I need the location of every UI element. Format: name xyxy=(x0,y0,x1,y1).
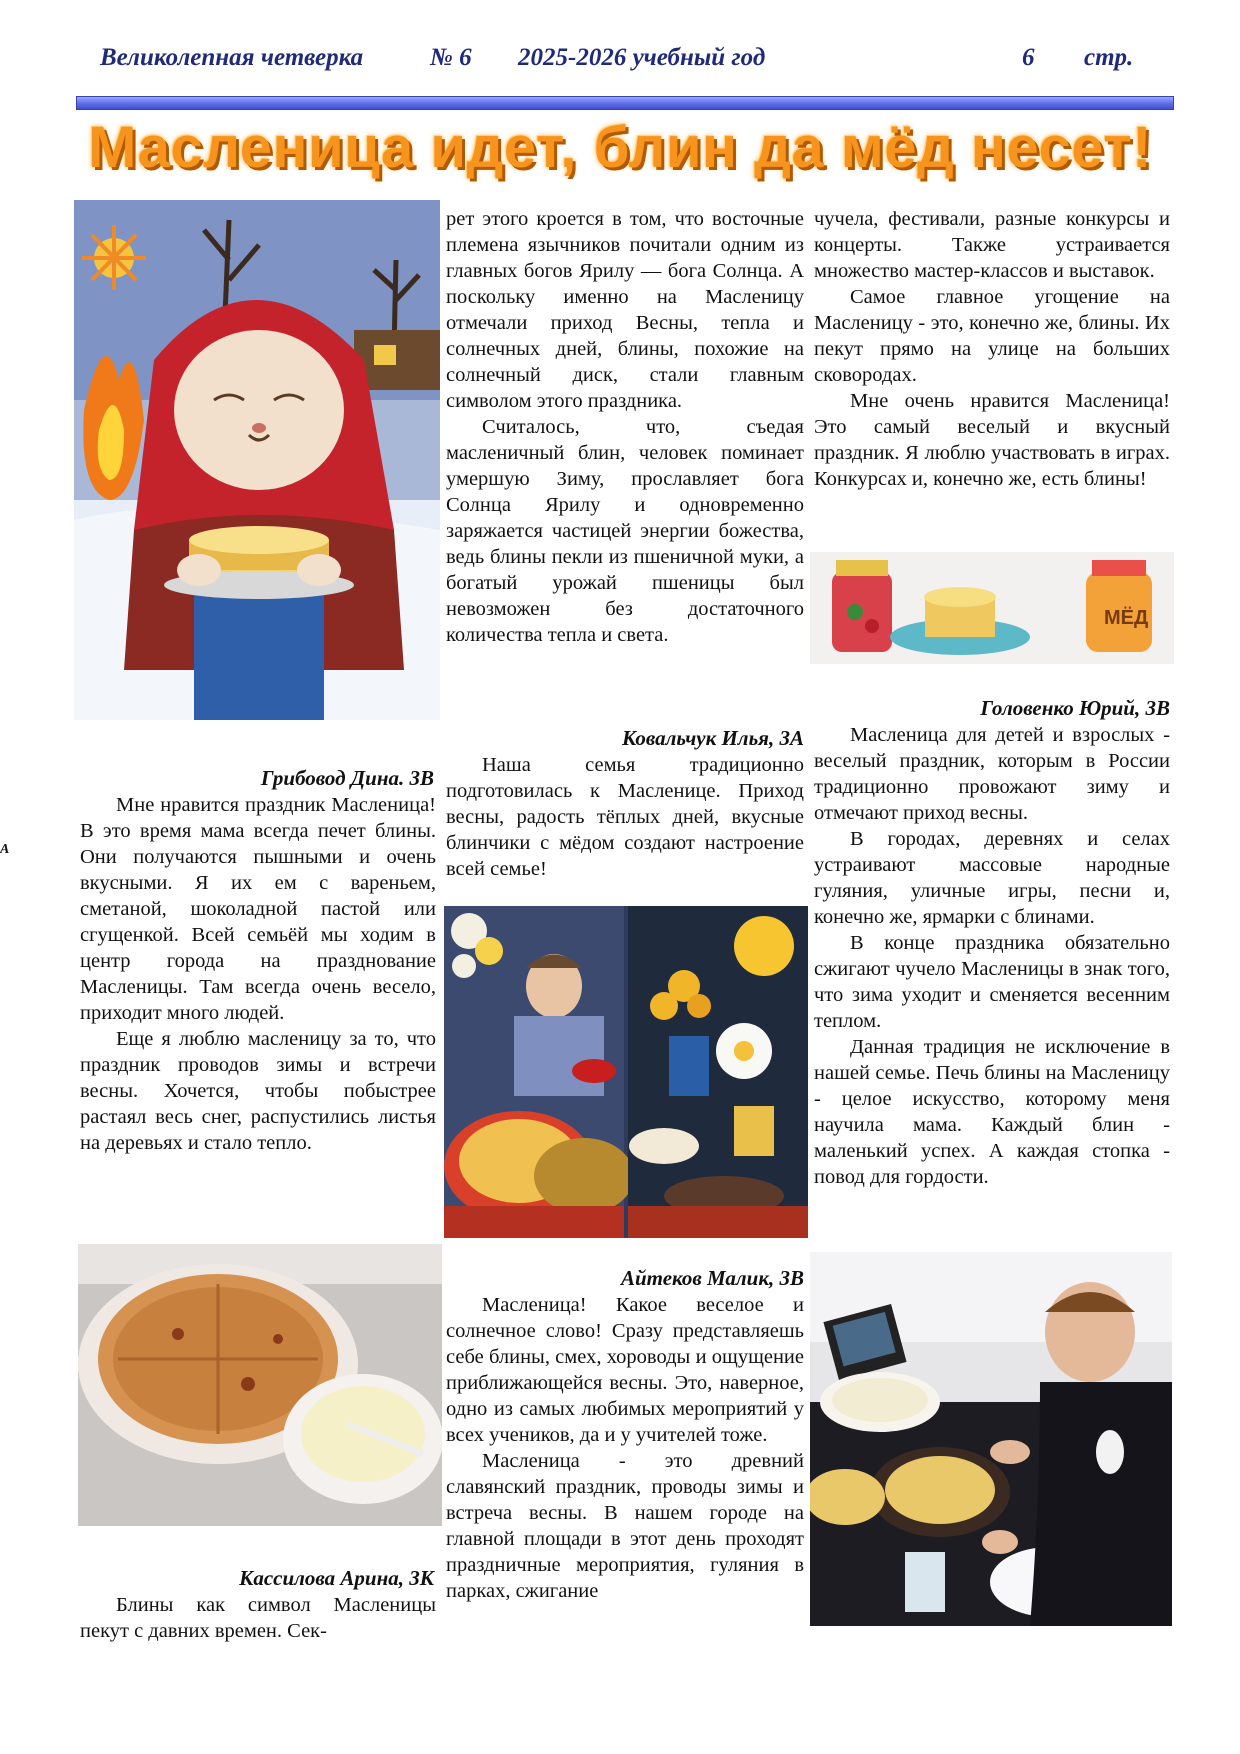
header-rule xyxy=(76,96,1174,110)
honey-jar-label: МЁД xyxy=(1104,607,1149,629)
school-year: 2025-2026 учебный год xyxy=(518,44,766,71)
paragraph: Блины как символ Масленицы пекут с давних времен. Сек- xyxy=(80,1594,436,1642)
article-kassilova-start xyxy=(80,1592,436,1644)
author-kassilova: Кассилова Арина, 3К xyxy=(239,1566,434,1590)
paragraph: Масленица! Какое веселое и солнечное слово! Сразу представляешь себе блины, смех, хороводы и ощущение приближающейся весны. Это, наверное, одно из самых любимых мероприятий у всех учеников, да и у учителей тоже. xyxy=(446,1294,804,1446)
paragraph: Мне очень нравится Масленица! Это самый веселый и вкусный праздник. Я люблю участвовать в играх. Конкурсах и, конечно же, есть блины! xyxy=(814,390,1170,490)
paragraph: Данная традиция не исключение в нашей семье. Печь блины на Масленицу - целое искусство, которому меня научила мама. Каждый блин - маленький успех. А каждая стопка - повод для гордости. xyxy=(814,1036,1170,1188)
paragraph: Еще я люблю масленицу за то, что праздник проводов зимы и встречи весны. Хочется, чтобы побыстрее растаял весь снег, распустились листья на деревьях и стало тепло. xyxy=(80,1028,436,1154)
newspaper-name: Великолепная четверка xyxy=(100,44,364,71)
paragraph: В городах, деревнях и селах устраивают массовые народные гуляния, уличные игры, песни и, конечно же, ярмарки с блинами. xyxy=(814,828,1170,928)
article-golovenko xyxy=(814,722,1170,1190)
author-kovalchuk: Ковальчук Илья, 3А xyxy=(621,726,804,750)
pancakes-photo-image xyxy=(78,1244,442,1526)
paragraph: чучела, фестивали, разные конкурсы и концерты. Также устраивается множество мастер-классов и выставок. xyxy=(814,208,1170,282)
page-header xyxy=(100,44,1160,80)
paragraph: рет этого кроется в том, что восточные племена язычников почитали одним из главных богов Ярилу — бога Солнца. А поскольку именно на Масленицу отмечали приход Весны, тепла и солнечных дней, блины, похожие на солнечный диск, стали главным символом этого праздника. xyxy=(446,208,804,412)
paragraph: Наша семья традиционно подготовилась к Масленице. Приход весны, радость тёплых дней, вкусные блинчики с мёдом создают настроение всей семье! xyxy=(446,754,804,880)
article-aytekov xyxy=(446,1292,804,1604)
page-title: Масленица идет, блин да мёд несет! xyxy=(88,115,1152,180)
page-number: 6 xyxy=(1022,44,1035,71)
paragraph: Масленица для детей и взрослых - веселый праздник, которым в России традиционно провожают зиму и отмечают приход весны. xyxy=(814,724,1170,824)
author-aytekov: Айтеков Малик, 3В xyxy=(620,1266,804,1290)
author-gribovod: Грибовод Дина. 3В xyxy=(260,766,434,790)
margin-mark: А xyxy=(0,842,10,857)
honey-jars-drawing-image xyxy=(810,552,1174,664)
article-aytekov-cont xyxy=(814,206,1170,492)
paragraph: Масленица - это древний славянский праздник, проводы зимы и встреча весны. В нашем городе на главной площади в этот день проходят праздничные мероприятия, гуляния в парках, сжигание xyxy=(446,1450,804,1602)
page-label: стр. xyxy=(1084,44,1134,71)
paragraph: Считалось, что, съедая масленичный блин, человек поминает умершую Зиму, прославляет бога Солнца Ярилу и одновременно заряжается частицей энергии божества, ведь блины пекли из пшеничной муки, а богатый урожай пшеницы был невозможен без достаточного количества тепла и света. xyxy=(446,416,804,646)
author-golovenko: Головенко Юрий, 3В xyxy=(980,696,1170,720)
cat-painting-image xyxy=(74,200,440,720)
cooking-photo-image xyxy=(810,1252,1172,1626)
article-kassilova-cont xyxy=(446,206,804,648)
family-table-photo-image xyxy=(444,906,808,1238)
article-kovalchuk xyxy=(446,752,804,882)
article-gribovod xyxy=(80,792,436,1156)
paragraph: Мне нравится праздник Масленица! В это время мама всегда печет блины. Они получаются пышными и очень вкусными. Я их ем с вареньем, сметаной, шоколадной пастой или сгущенкой. Всей семьёй мы ходим в центр города на празднование Масленицы. Там всегда очень весело, приходит много людей. xyxy=(80,794,436,1024)
issue-number: № 6 xyxy=(430,44,472,71)
paragraph: В конце праздника обязательно сжигают чучело Масленицы в знак того, что зима уходит и сменяется весенним теплом. xyxy=(814,932,1170,1032)
paragraph: Самое главное угощение на Масленицу - это, конечно же, блины. Их пекут прямо на улице на больших сковородах. xyxy=(814,286,1170,386)
